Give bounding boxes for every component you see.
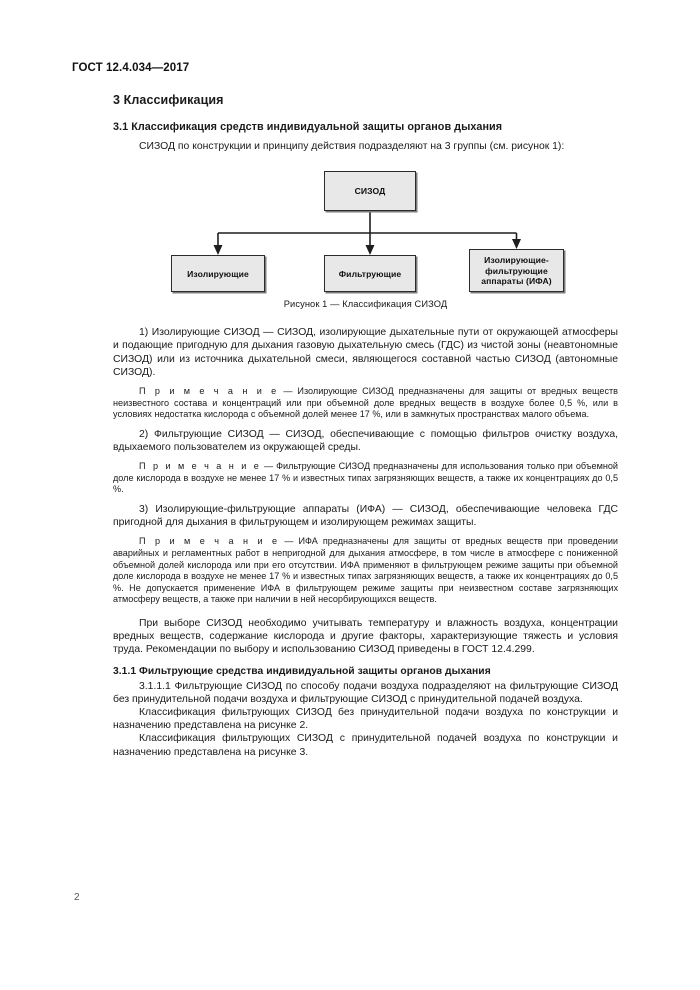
note-body: — Изолирующие СИЗОД предназначены для защиты от вредных веществ неизвестного состава и концентраций или при объемной доле вредных веществ в воздухе более 0,5 %, или в условиях недостатка кислорода с объемной долей менее 17 %, или в замкнутых пространствах малого объема. [113, 386, 618, 420]
paragraph-figure-3-reference: Классификация фильтрующих СИЗОД с принудительной подачей воздуха по конструкции и назначению представлена на рисунке 3. [113, 733, 618, 758]
note-label: П р и м е ч а н и е [139, 536, 280, 547]
item-2-note [113, 461, 618, 496]
page-number: 2 [74, 892, 80, 903]
note-body: — Фильтрующие СИЗОД предназначены для использования только при объемной доле кислорода в воздухе не менее 17 % и известных типах загрязняющих веществ, а также их концентрациях до 0,5 %. [113, 461, 618, 495]
figure-node-root: СИЗОД [324, 171, 416, 211]
figure-1 [113, 165, 618, 315]
intro-paragraph: СИЗОД по конструкции и принципу действия подразделяют на 3 группы (см. рисунок 1): [139, 141, 565, 152]
note-body: — ИФА предназначены для защиты от вредных веществ при проведении аварийных и регламентных работ в непригодной для дыхания атмосфере, в том числе в атмосфере с пониженной объемной долей кислорода или при его отсутствии. ИФА применяют в фильтрующем режиме защиты при объемной доле кислорода в воздухе не менее 17 % и известных типах загрязняющих веществ, а также их концентрациях до 0,5 %. Не допускается применение ИФА в фильтрующем режиме защиты при неизвестном составе загрязняющих атмосферу веществ, а также при наличии в ней несорбирующихся веществ. [113, 536, 618, 605]
figure-node-filtering: Фильтрующие [324, 255, 416, 292]
selection-paragraph: При выборе СИЗОД необходимо учитывать температуру и влажность воздуха, концентрации вредных веществ, содержание кислорода и другие факторы, характеризующие тяжесть и условия труда. Рекомендации по выбору и использованию СИЗОД приведены в ГОСТ 12.4.299. [113, 617, 618, 656]
item-2-paragraph: 2) Фильтрующие СИЗОД — СИЗОД, обеспечивающие с помощью фильтров очистку воздуха, вдыхаемого пользователем из окружающей среды. [113, 428, 618, 453]
item-3-note [113, 536, 618, 606]
figure-caption: Рисунок 1 — Классификация СИЗОД [283, 299, 448, 310]
item-1-note [113, 386, 618, 421]
running-head: ГОСТ 12.4.034—2017 [72, 62, 190, 74]
paragraph-3-1-1-1: 3.1.1.1 Фильтрующие СИЗОД по способу подачи воздуха подразделяют на фильтрующие СИЗОД без принудительной подачи воздуха и фильтрующие СИЗОД с принудительной подачей воздуха. [113, 680, 618, 705]
figure-node-isolating: Изолирующие [171, 255, 265, 292]
page-content [113, 93, 618, 759]
item-1-paragraph: 1) Изолирующие СИЗОД — СИЗОД, изолирующие дыхательные пути от окружающей атмосферы и подающие пригодную для дыхания газовую дыхательную смесь (ГДС) из чистой зоны (неавтономные СИЗОД) или из источника дыхательной смеси, являющегося составной частью СИЗОД (автономные СИЗОД). [113, 327, 618, 378]
subclause-heading: 3.1 Классификация средств индивидуальной защиты органов дыхания [113, 121, 503, 133]
paragraph-figure-2-reference: Классификация фильтрующих СИЗОД без принудительной подачи воздуха по конструкции и назначению представлена на рисунке 2. [113, 706, 618, 732]
item-3-paragraph: 3) Изолирующие-фильтрующие аппараты (ИФА) — СИЗОД, обеспечивающие человека ГДС пригодной для дыхания в фильтрующем и изолирующем режимах защиты. [113, 503, 618, 529]
note-label: П р и м е ч а н и е [139, 386, 279, 397]
subsubclause-heading: 3.1.1 Фильтрующие средства индивидуальной защиты органов дыхания [113, 665, 491, 677]
figure-node-combined: Изолирующие-фильтрующие аппараты (ИФА) [469, 249, 564, 292]
clause-heading: 3 Классификация [113, 93, 224, 107]
note-label: П р и м е ч а н и е [139, 461, 261, 472]
